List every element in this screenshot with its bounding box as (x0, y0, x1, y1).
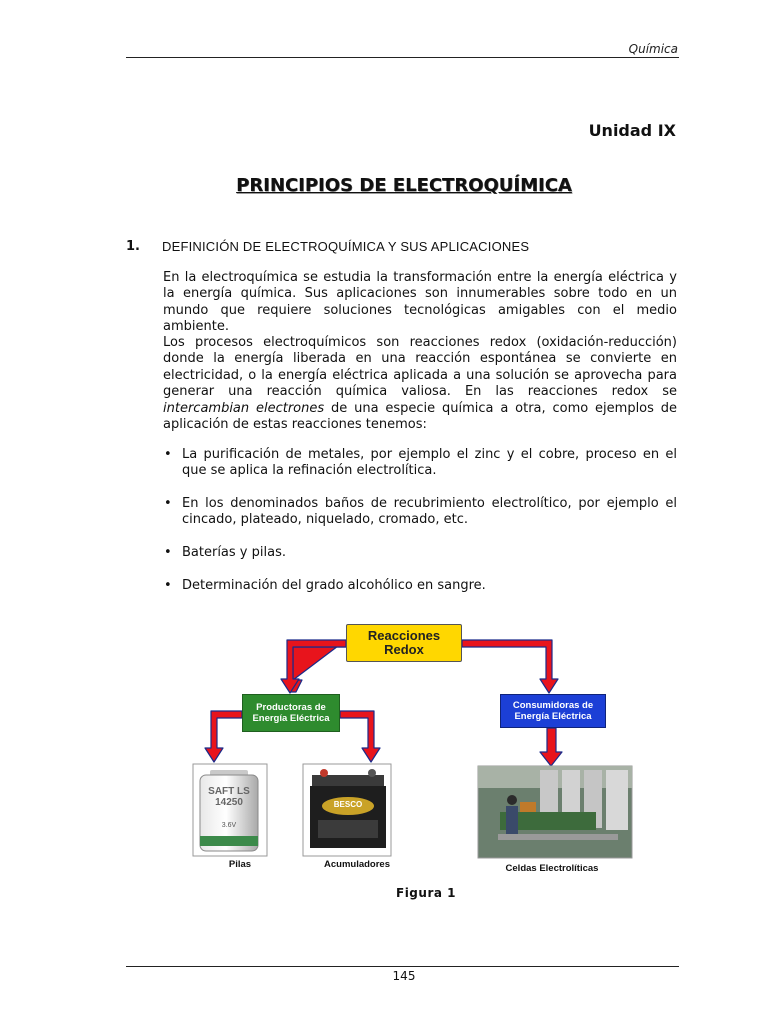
celdas-image (478, 766, 632, 858)
footer-rule (126, 966, 679, 967)
bullet-icon: • (164, 544, 172, 560)
paragraph-intro: En la electroquímica se estudia la transformación entre la energía eléctrica y la energía química. Sus aplicaciones son innumerables sobre todo en un mundo que requiere soluciones tecnológicas amigables con el medio ambiente. (163, 270, 677, 335)
bullet-icon: • (164, 447, 172, 462)
pila-label: SAFT LS 14250 (208, 786, 250, 808)
arrow-prod-to-pilas (205, 711, 242, 762)
pila-image (193, 764, 267, 856)
page-title: PRINCIPIOS DE ELECTROQUÍMICA (236, 175, 572, 196)
bullet-icon: • (164, 495, 172, 511)
paragraph-redox-text-2: de una especie química a otra, como ejemplos de aplicación de estas reacciones tenemos: (163, 400, 678, 433)
list-item-text: Determinación del grado alcohólico en sangre. (182, 578, 486, 594)
battery-brand: BESCO (333, 800, 363, 809)
caption-pilas: Pilas (228, 859, 252, 870)
arrow-redox-right (462, 640, 558, 693)
figure-label: Figura 1 (396, 886, 456, 900)
header-subject: Química (628, 42, 678, 56)
acumulador-image (303, 764, 391, 856)
productoras-box: Productoras de Energía Eléctrica (242, 694, 340, 732)
pila-voltage: 3.6V (221, 822, 237, 829)
list-item-text: La purificación de metales, por ejemplo el zinc y el cobre, proceso en el que se aplica la refinación electrolítica. (182, 447, 677, 479)
page-number: 145 (392, 969, 416, 983)
redox-box: Reacciones Redox (346, 624, 462, 662)
section-title: DEFINICIÓN DE ELECTROQUÍMICA Y SUS APLICACIONES (162, 239, 530, 254)
list-item-text: En los denominados baños de recubrimiento electrolítico, por ejemplo el cincado, plateado, niquelado, cromado, etc. (182, 495, 677, 528)
unit-label: Unidad IX (588, 121, 676, 140)
consumidoras-box: Consumidoras de Energía Eléctrica (500, 694, 606, 728)
paragraph-redox-text-1: Los procesos electroquímicos son reacciones redox (oxidación-reducción) donde la energía liberada en una reacción espontánea se convierte en electricidad, o la energía eléctrica aplicada a una solución se aprovecha para generar una reacción química valiosa. En las reacciones redox se (163, 335, 677, 400)
caption-acumuladores: Acumuladores (324, 859, 390, 870)
section-number: 1. (126, 239, 140, 254)
arrow-prod-to-acumuladores (340, 711, 380, 762)
caption-celdas: Celdas Electrolíticas (505, 863, 599, 874)
arrow-cons-to-celdas (540, 728, 562, 766)
paragraph-redox-italic: intercambian electrones (163, 400, 325, 416)
list-item-text: Baterías y pilas. (182, 544, 286, 560)
bullet-icon: • (164, 578, 172, 594)
